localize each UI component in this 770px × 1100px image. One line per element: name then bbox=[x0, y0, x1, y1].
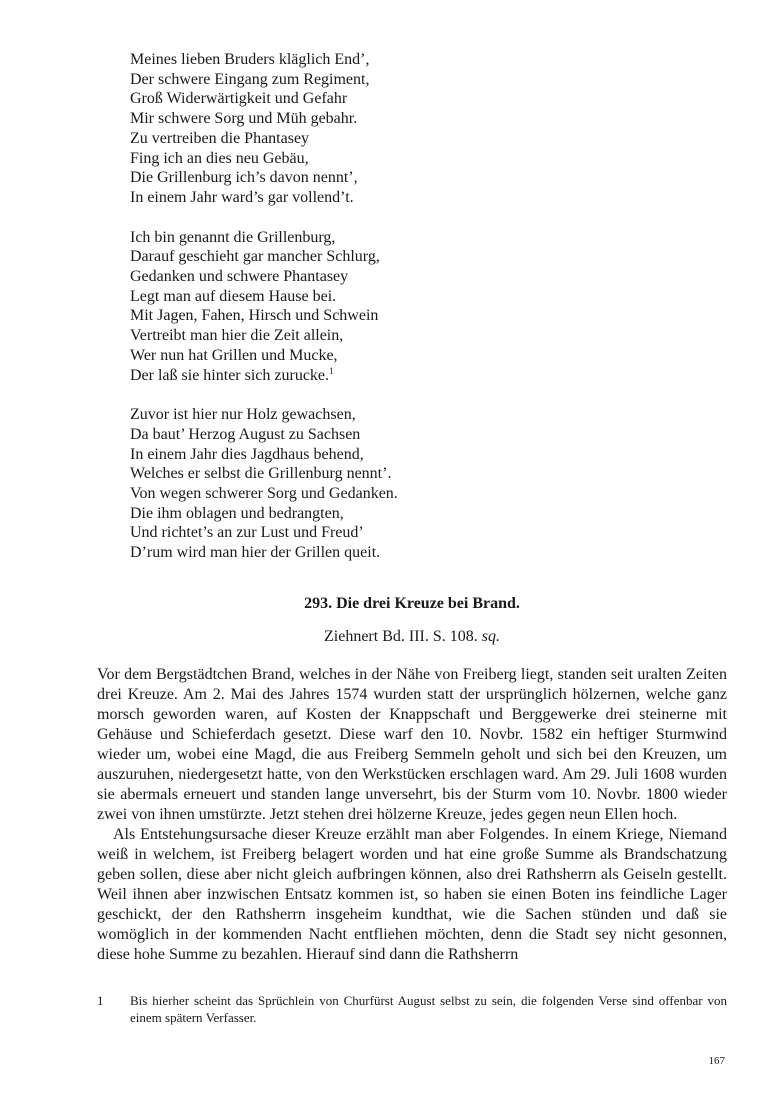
footnote-text: Bis hierher scheint das Sprüchlein von Churfürst August selbst zu sein, die folgenden Verse sind offenbar von einem spätern Verfasser. bbox=[130, 993, 727, 1025]
verse-line: Zu vertreiben die Phantasey bbox=[130, 129, 310, 147]
verse-line: Die Grillenburg ich’s davon nennt’, bbox=[130, 169, 358, 187]
verse-line: Die ihm oblagen und bedrangten, bbox=[130, 504, 344, 522]
verse-line: In einem Jahr dies Jagdhaus behend, bbox=[130, 445, 364, 463]
verse-line: D’rum wird man hier der Grillen queit. bbox=[130, 544, 381, 562]
verse-text: Der laß sie hinter sich zurucke. bbox=[130, 366, 330, 384]
poem bbox=[130, 50, 690, 583]
poem-stanza-3 bbox=[130, 405, 690, 563]
source-citation bbox=[97, 627, 727, 647]
verse-line: Legt man auf diesem Hause bei. bbox=[130, 287, 337, 305]
body-text bbox=[97, 665, 727, 965]
poem-stanza-1 bbox=[130, 50, 690, 208]
paragraph: Als Entstehungsursache dieser Kreuze erzählt man aber Folgendes. In einem Kriege, Niemand weiß in welchem, ist Freiberg belagert worden und hat eine große Summe als Brandschatzung geben sollen, diese aber nicht gleich aufbringen können, also drei Rathsherrn als Geiseln gestellt. Weil ihnen aber inzwischen Entsatz kommen ist, so haben sie einen Boten ins feindliche Lager geschickt, der den Rathsherrn insgeheim kundthat, wie die Sachen stünden und daß sie womöglich in der kommenden Nacht entfliehen möchten, denn die Stadt sey nicht gesonnen, diese hohe Summe zu bezahlen. Hierauf sind dann die Rathsherrn bbox=[97, 826, 727, 963]
source-citation-italic: sq. bbox=[481, 628, 500, 645]
verse-line: Da baut’ Herzog August zu Sachsen bbox=[130, 425, 361, 443]
verse-line: Vertreibt man hier die Zeit allein, bbox=[130, 327, 344, 345]
page-number: 167 bbox=[708, 1055, 725, 1067]
verse-line: Meines lieben Bruders kläglich End’, bbox=[130, 51, 370, 68]
verse-line: Der schwere Eingang zum Regiment, bbox=[130, 70, 370, 88]
footnote bbox=[97, 992, 727, 1026]
footnote-number: 1 bbox=[97, 993, 104, 1008]
paragraph: Vor dem Bergstädtchen Brand, welches in der Nähe von Freiberg liegt, standen seit uralten Zeiten drei Kreuze. Am 2. Mai des Jahres 1574 wurden statt der ursprünglich hölzernen, welche ganz morsch geworden waren, auf Kosten der Knappschaft und Berggewerke drei steinerne mit Gehäuse und Schieferdach gesetzt. Diese warf den 10. Novbr. 1582 ein heftiger Sturmwind wieder um, wobei eine Magd, die aus Freiberg Semmeln geholt und sich bei den Kreuzen, um auszuruhen, niedergesetzt hatte, von den Werkstücken erschlagen ward. Am 29. Juli 1608 wurden sie abermals erneuert und standen lange unversehrt, bis der Sturm vom 10. Novbr. 1800 wieder zwei von ihnen umstürzte. Jetzt stehen drei hölzerne Kreuze, jedes gegen neun Ellen hoch. bbox=[97, 666, 727, 823]
verse-line: Welches er selbst die Grillenburg nennt’. bbox=[130, 465, 392, 483]
verse-line-with-footnote bbox=[130, 366, 690, 386]
verse-line: Zuvor ist hier nur Holz gewachsen, bbox=[130, 406, 356, 424]
poem-stanza-2 bbox=[130, 228, 690, 386]
verse-line: Groß Widerwärtigkeit und Gefahr bbox=[130, 90, 348, 108]
section-heading: 293. Die drei Kreuze bei Brand. bbox=[304, 595, 520, 612]
verse-line: Mit Jagen, Fahen, Hirsch und Schwein bbox=[130, 307, 379, 325]
verse-line: Und richtet’s an zur Lust und Freud’ bbox=[130, 524, 364, 542]
verse-line: Wer nun hat Grillen und Mucke, bbox=[130, 346, 338, 364]
verse-line: Mir schwere Sorg und Müh gebahr. bbox=[130, 110, 358, 128]
verse-line: Gedanken und schwere Phantasey bbox=[130, 268, 349, 286]
verse-line: Fing ich an dies neu Gebäu, bbox=[130, 149, 309, 167]
verse-line: In einem Jahr ward’s gar vollend’t. bbox=[130, 188, 354, 206]
verse-line: Darauf geschieht gar mancher Schlurg, bbox=[130, 248, 380, 266]
verse-line: Ich bin genannt die Grillenburg, bbox=[130, 228, 336, 246]
verse-line: Von wegen schwerer Sorg und Gedanken. bbox=[130, 485, 398, 503]
source-citation-text: Ziehnert Bd. III. S. 108. bbox=[324, 628, 482, 645]
footnote-reference[interactable]: 1 bbox=[329, 366, 334, 377]
